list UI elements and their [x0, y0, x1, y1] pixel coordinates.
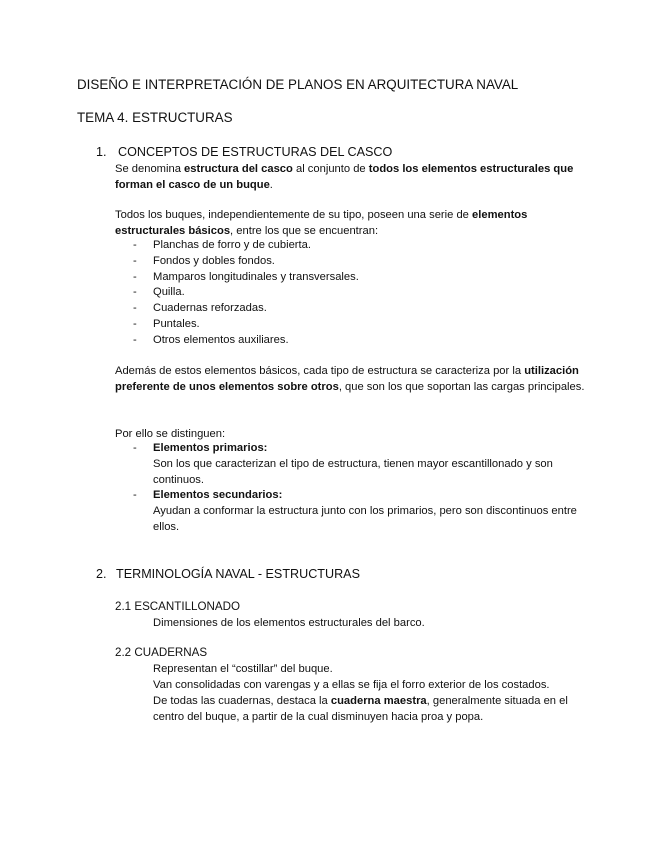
dash-marker: -	[133, 489, 137, 502]
list-item-text: Cuadernas reforzadas.	[153, 302, 267, 315]
kind-label: Elementos secundarios:	[153, 489, 283, 502]
definition-paragraph	[115, 161, 585, 193]
text-line: Van consolidadas con varengas y a ellas se fija el forro exterior de los costados.	[153, 679, 550, 691]
text-run: .	[269, 179, 273, 192]
list-item	[133, 285, 359, 301]
dash-marker: -	[133, 270, 137, 283]
dash-marker: -	[133, 239, 137, 251]
dash-marker: -	[133, 317, 137, 330]
kind-description: Ayudan a conformar la estructura junto con los primarios, pero son discontinuos entre ellos.	[153, 505, 577, 533]
dash-marker: -	[133, 302, 137, 315]
characterization-paragraph	[115, 363, 585, 395]
text-run: al conjunto de	[292, 163, 369, 175]
bold-term: todos los elementos estructurales que forman el casco de un buque	[115, 163, 574, 192]
section-1-heading: CONCEPTOS DE ESTRUCTURAS DEL CASCO	[118, 145, 393, 159]
section-1-number: 1.	[96, 145, 107, 159]
text-run: , que son los que soportan las cargas principales.	[338, 381, 585, 394]
list-item	[133, 301, 359, 317]
distinction-intro: Por ello se distinguen:	[115, 428, 226, 440]
document-title: DISEÑO E INTERPRETACIÓN DE PLANOS EN ARQUITECTURA NAVAL	[77, 77, 519, 92]
basic-elements-list	[133, 238, 359, 349]
dash-marker: -	[133, 333, 137, 346]
text-run: De todas las cuadernas, destaca la	[153, 695, 331, 707]
subsection-2-1-heading: 2.1 ESCANTILLONADO	[115, 600, 240, 613]
dash-marker: -	[133, 254, 137, 267]
list-item	[133, 254, 359, 270]
section-2-number: 2.	[96, 567, 107, 581]
bold-term: elementos estructurales básicos	[115, 209, 528, 238]
list-item-text: Planchas de forro y de cubierta.	[153, 239, 311, 251]
text-line	[153, 693, 593, 725]
list-item-text: Mamparos longitudinales y transversales.	[153, 270, 359, 283]
bold-term: cuaderna maestra	[330, 695, 427, 707]
text-run: Además de estos elementos básicos, cada tipo de estructura se caracteriza por la	[115, 365, 525, 377]
text-run: , entre los que se encuentran:	[230, 225, 379, 238]
dash-marker: -	[133, 286, 137, 299]
list-item	[133, 441, 583, 488]
kind-label: Elementos primarios:	[153, 442, 268, 454]
list-item-text: Otros elementos auxiliares.	[153, 333, 289, 346]
text-run: Se denomina	[115, 163, 185, 175]
list-item	[133, 317, 359, 333]
section-2-heading: TERMINOLOGÍA NAVAL - ESTRUCTURAS	[116, 567, 360, 581]
text-run: Todos los buques, independientemente de su tipo, poseen una serie de	[115, 209, 473, 221]
subsection-2-2-heading: 2.2 CUADERNAS	[115, 646, 208, 659]
list-item-text: Quilla.	[153, 286, 185, 299]
list-item	[133, 238, 359, 254]
list-item-text: Fondos y dobles fondos.	[153, 254, 275, 267]
element-kinds-list	[133, 441, 583, 536]
list-item	[133, 333, 359, 349]
subsection-2-2-body	[153, 661, 593, 725]
bold-term: estructura del casco	[184, 163, 293, 175]
bold-term: utilización preferente de unos elementos sobre otros	[115, 365, 579, 394]
kind-description: Son los que caracterizan el tipo de estructura, tienen mayor escantillonado y son continuos.	[153, 457, 553, 486]
text-run: , generalmente situada en el centro del buque, a partir de la cual disminuyen hacia proa y popa.	[153, 695, 568, 723]
topic-title: TEMA 4. ESTRUCTURAS	[77, 110, 233, 125]
list-item	[133, 488, 583, 535]
dash-marker: -	[133, 442, 137, 454]
list-item-text: Puntales.	[153, 317, 200, 330]
list-item	[133, 270, 359, 286]
subsection-2-1-text: Dimensiones de los elementos estructurales del barco.	[153, 617, 425, 629]
text-line: Representan el “costillar” del buque.	[153, 663, 333, 675]
basic-elements-paragraph	[115, 207, 585, 239]
